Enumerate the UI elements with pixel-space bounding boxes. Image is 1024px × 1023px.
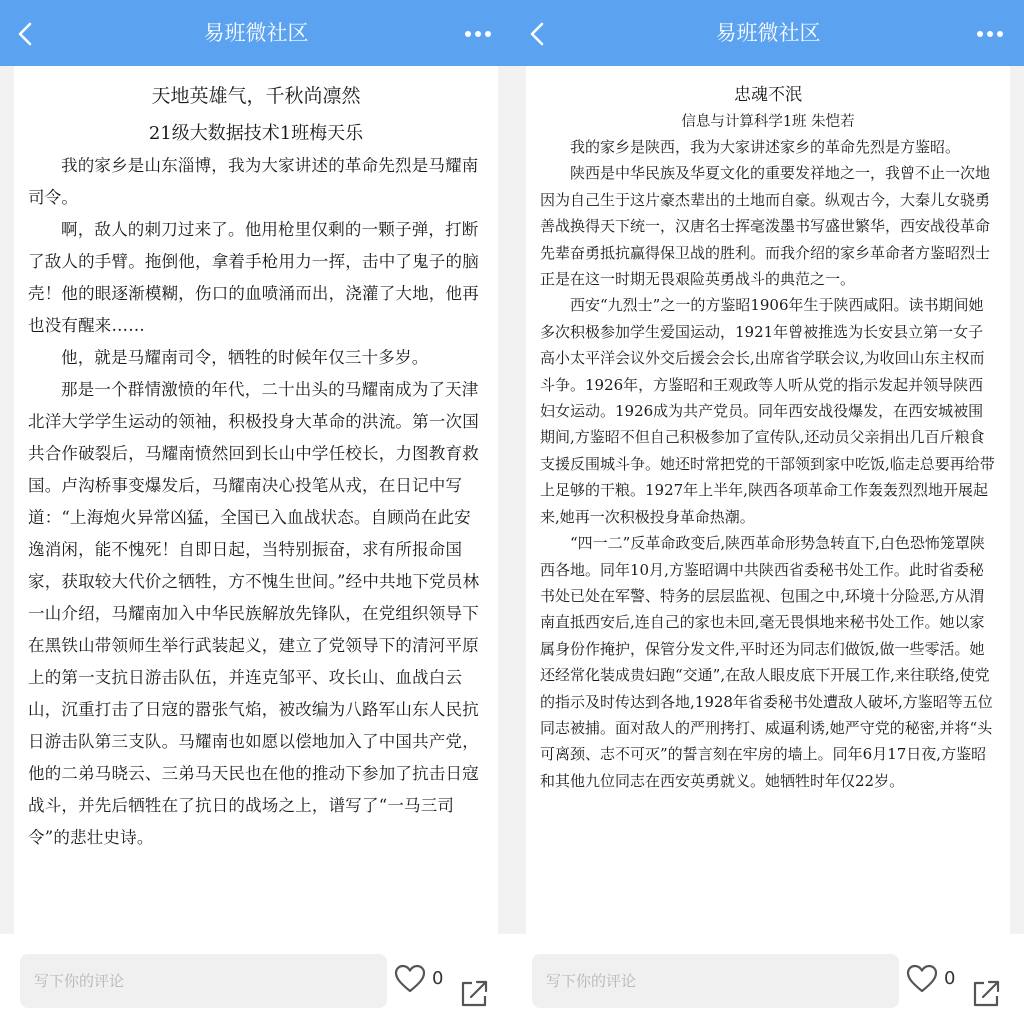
article-container — [526, 66, 1010, 934]
article-paragraph: 啊，敌人的刺刀过来了。他用枪里仅剩的一颗子弹，打断了敌人的手臂。拖倒他，拿着手枪用力一挥，击中了鬼子的脑壳！他的眼逐渐模糊，伤口的血喷涌而出，浇灌了大地，他再也没有醒来…… — [28, 220, 479, 335]
article-body — [14, 84, 498, 854]
article-body — [526, 84, 1010, 794]
comment-input[interactable]: 写下你的评论 — [532, 954, 899, 1008]
page-title: 易班微社区 — [715, 21, 821, 45]
share-icon[interactable] — [458, 978, 490, 1010]
article-paragraph: 陕西是中华民族及华夏文化的重要发祥地之一，我曾不止一次地因为自己生于这片豪杰辈出的土地而自豪。纵观古今，大秦儿女骁勇善战换得天下统一，汉唐名士挥毫泼墨书写盛世繁华，西安战役革命先辈奋勇抵抗赢得保卫战的胜利。而我介绍的家乡革命者方鉴昭烈士正是在这一时期无畏艰险英勇战斗的典范之一。 — [540, 164, 991, 289]
heart-outline-icon[interactable] — [394, 964, 426, 994]
article-paragraph: 我的家乡是山东淄博，我为大家讲述的革命先烈是马耀南司令。 — [28, 156, 479, 207]
heart-outline-icon[interactable] — [906, 964, 938, 994]
top-nav-bar — [512, 0, 1024, 66]
top-nav-bar — [0, 0, 512, 66]
more-dots-icon[interactable] — [976, 30, 1004, 38]
article-author: 信息与计算科学1班 朱恺若 — [681, 114, 855, 130]
article-container — [14, 66, 498, 934]
article-paragraph: 西安“九烈士”之一的方鉴昭1906年生于陕西咸阳。读书期间她多次积极参加学生爱国运动，1921年曾被推选为长安县立第一女子高小太平洋会议外交后援会会长,出席省学联会议,为收回山东主权而斗争。1926年，方鉴昭和王观政等人听从党的指示发起并领导陕西妇女运动。1926成为共产党员。同年西安战役爆发，在西安城被围期间,方鉴昭不但自己积极参加了宣传队,还动员父亲捐出几百斤粮食支援反围城斗争。她还时常把党的干部领到家中吃饭,临走总要再给带上足够的干粮。1927年上半年,陕西各项革命工作轰轰烈烈地开展起来,她再一次积极投身革命热潮。 — [540, 296, 995, 526]
article-paragraph: 那是一个群情激愤的年代，二十出头的马耀南成为了天津北洋大学学生运动的领袖，积极投身大革命的洪流。第一次国共合作破裂后，马耀南愤然回到长山中学任校长，力图教育救国。卢沟桥事变爆发后，马耀南决心投笔从戎，在日记中写道：“上海炮火异常凶猛，全国已入血战状态。自顾尚在此安逸消闲，能不愧死！自即日起，当特别振奋，求有所报命国家，获取较大代价之牺牲，方不愧生世间。”经中共地下党员林一山介绍，马耀南加入中华民族解放先锋队，在党组织领导下在黑铁山带领师生举行武装起义，建立了党领导下的清河平原上的第一支抗日游击队伍，并连克邹平、攻长山、血战白云山，沉重打击了日寇的嚣张气焰，被改编为八路军山东人民抗日游击队第三支队。马耀南也如愿以偿地加入了中国共产党，他的二弟马晓云、三弟马天民也在他的推动下参加了抗击日寇战斗，并先后牺牲在了抗日的战场之上，谱写了“一马三司令”的悲壮史诗。 — [28, 380, 480, 847]
like-count: 0 — [432, 968, 444, 989]
article-paragraph: 我的家乡是陕西，我为大家讲述家乡的革命先烈是方鉴昭。 — [570, 138, 961, 156]
like-count: 0 — [944, 968, 956, 989]
right-screen — [512, 0, 1024, 1023]
article-title: 忠魂不泯 — [734, 85, 802, 105]
article-author: 21级大数据技术1班梅天乐 — [148, 123, 364, 144]
article-paragraph: “四一二”反革命政变后,陕西革命形势急转直下,白色恐怖笼罩陕西各地。同年10月,方鉴昭调中共陕西省委秘书处工作。此时省委秘书处已处在军警、特务的层层监视、包围之中,环境十分险恶,方从渭南直抵西安后,连自己的家也未回,毫无畏惧地来秘书处工作。她以家属身份作掩护，保管分发文件,平时还为同志们做饭,做一些零活。她还经常化装成贵妇跑“交通”,在敌人眼皮底下开展工作,来往联络,使党的指示及时传达到各地,1928年省委秘书处遭敌人破坏,方鉴昭等五位同志被捕。面对敌人的严刑拷打、威逼利诱,她严守党的秘密,并将“头可离颈、志不可灭”的誓言刻在牢房的墙上。同年6月17日夜,方鉴昭和其他九位同志在西安英勇就义。她牺牲时年仅22岁。 — [540, 534, 993, 790]
bottom-action-bar — [512, 934, 1024, 1023]
comment-input[interactable]: 写下你的评论 — [20, 954, 387, 1008]
bottom-action-bar — [0, 934, 512, 1023]
page-title: 易班微社区 — [203, 21, 309, 45]
more-dots-icon[interactable] — [464, 30, 492, 38]
article-title: 天地英雄气，千秋尚凛然 — [151, 85, 361, 107]
article-paragraph: 他，就是马耀南司令，牺牲的时候年仅三十多岁。 — [61, 348, 429, 367]
share-icon[interactable] — [970, 978, 1002, 1010]
